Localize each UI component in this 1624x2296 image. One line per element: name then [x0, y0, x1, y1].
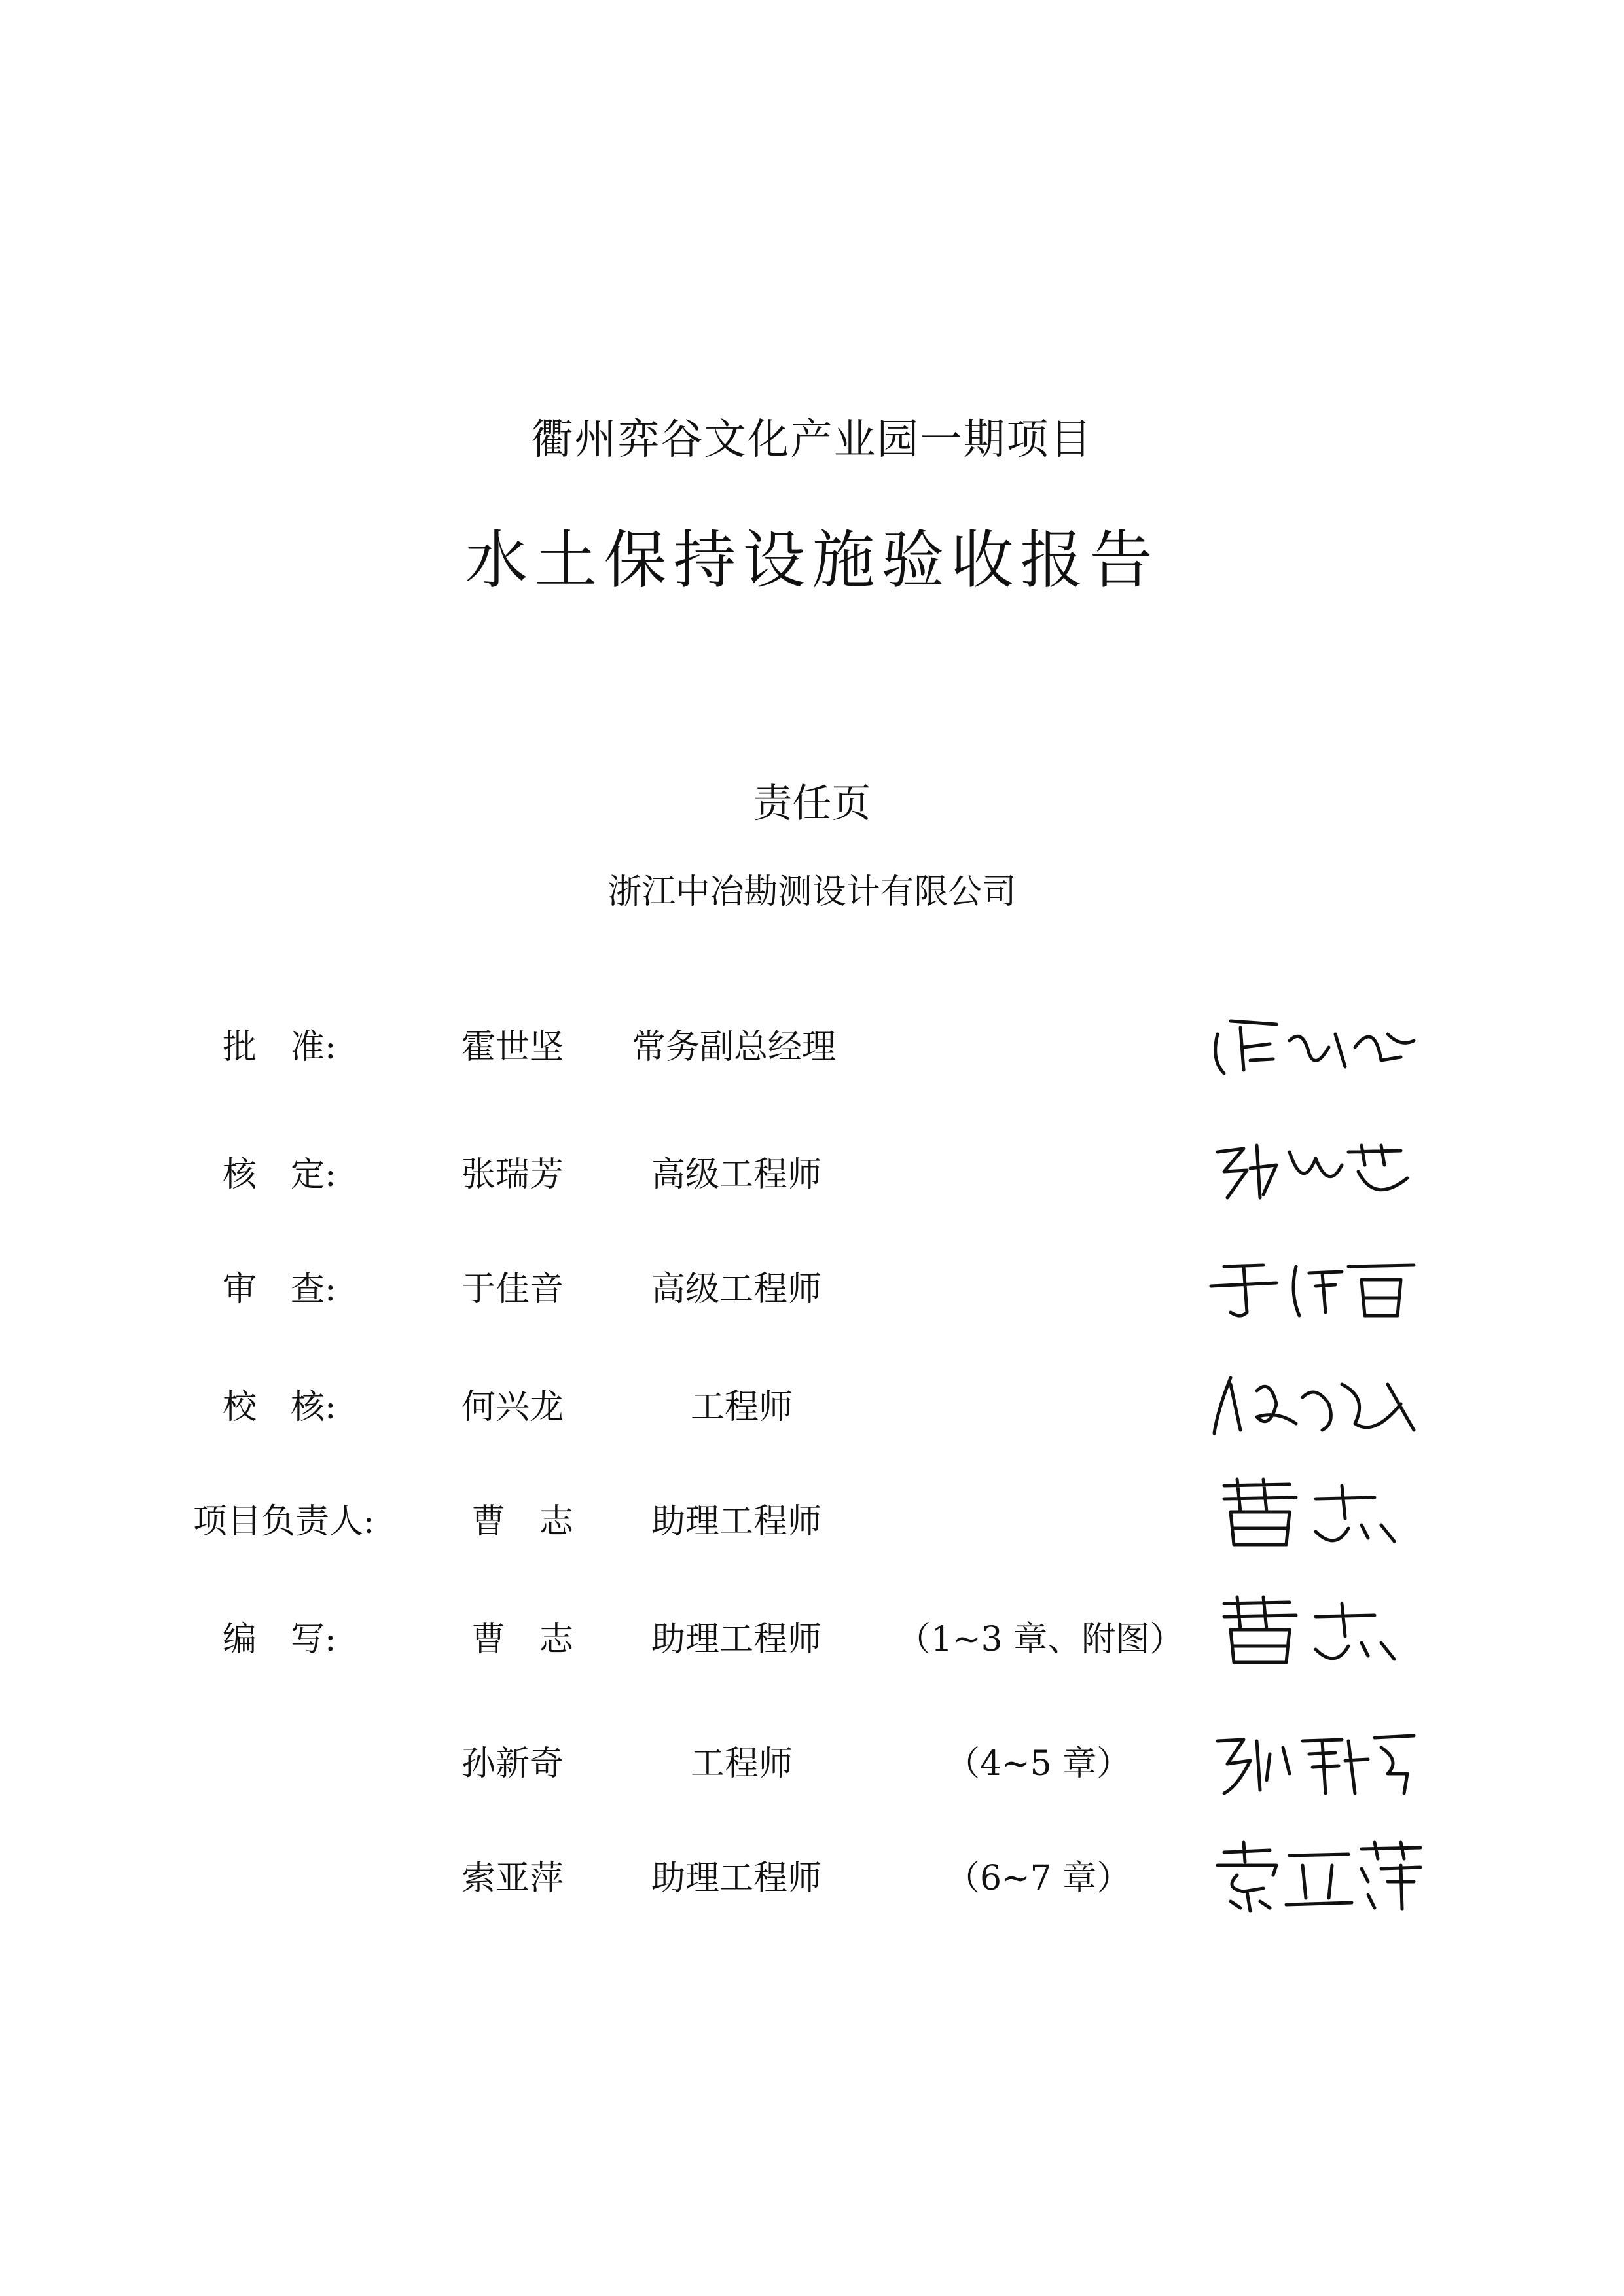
- person-title: 助理工程师: [651, 1859, 822, 1898]
- person-name: 曹 志: [471, 1620, 574, 1659]
- person-name: 霍世坚: [461, 1028, 564, 1067]
- person-title: 常务副总经理: [632, 1028, 837, 1067]
- person-name: 何兴龙: [461, 1388, 564, 1427]
- signature-image: [1204, 1365, 1427, 1443]
- signature-image: [1204, 1836, 1427, 1914]
- person-name: 于佳音: [461, 1270, 564, 1309]
- chapter-note: （1~3 章、附图）: [897, 1620, 1184, 1659]
- person-title: 助理工程师: [651, 1620, 822, 1659]
- signature-image: [1204, 1008, 1427, 1086]
- chapter-note: （4~5 章）: [946, 1744, 1131, 1784]
- role-label: 批 准:: [223, 1028, 336, 1067]
- chapter-note: （6~7 章）: [946, 1859, 1131, 1898]
- person-name: 曹 志: [471, 1502, 574, 1541]
- person-title: 工程师: [691, 1388, 793, 1427]
- page-title: 责任页: [753, 781, 871, 827]
- role-label: 编 写:: [223, 1620, 336, 1659]
- role-label: 项目负责人:: [193, 1502, 375, 1541]
- person-name: 张瑞芳: [461, 1155, 564, 1194]
- person-name: 索亚萍: [461, 1859, 564, 1898]
- role-label: 审 查:: [223, 1270, 336, 1309]
- company-name: 浙江中冶勘测设计有限公司: [607, 872, 1017, 912]
- person-title: 高级工程师: [651, 1155, 822, 1194]
- role-label: 校 核:: [223, 1388, 336, 1427]
- person-title: 高级工程师: [651, 1270, 822, 1309]
- report-title: 水土保持设施验收报告: [465, 524, 1159, 597]
- signature-image: [1204, 1247, 1427, 1325]
- signature-image: [1204, 1590, 1427, 1669]
- signature-image: [1204, 1721, 1427, 1800]
- person-title: 工程师: [691, 1744, 793, 1784]
- signature-image: [1204, 1473, 1427, 1551]
- person-title: 助理工程师: [651, 1502, 822, 1541]
- person-name: 孙新奇: [461, 1744, 564, 1784]
- role-label: 核 定:: [223, 1155, 336, 1194]
- project-title: 衢州弈谷文化产业园一期项目: [531, 416, 1093, 464]
- signature-image: [1204, 1132, 1427, 1211]
